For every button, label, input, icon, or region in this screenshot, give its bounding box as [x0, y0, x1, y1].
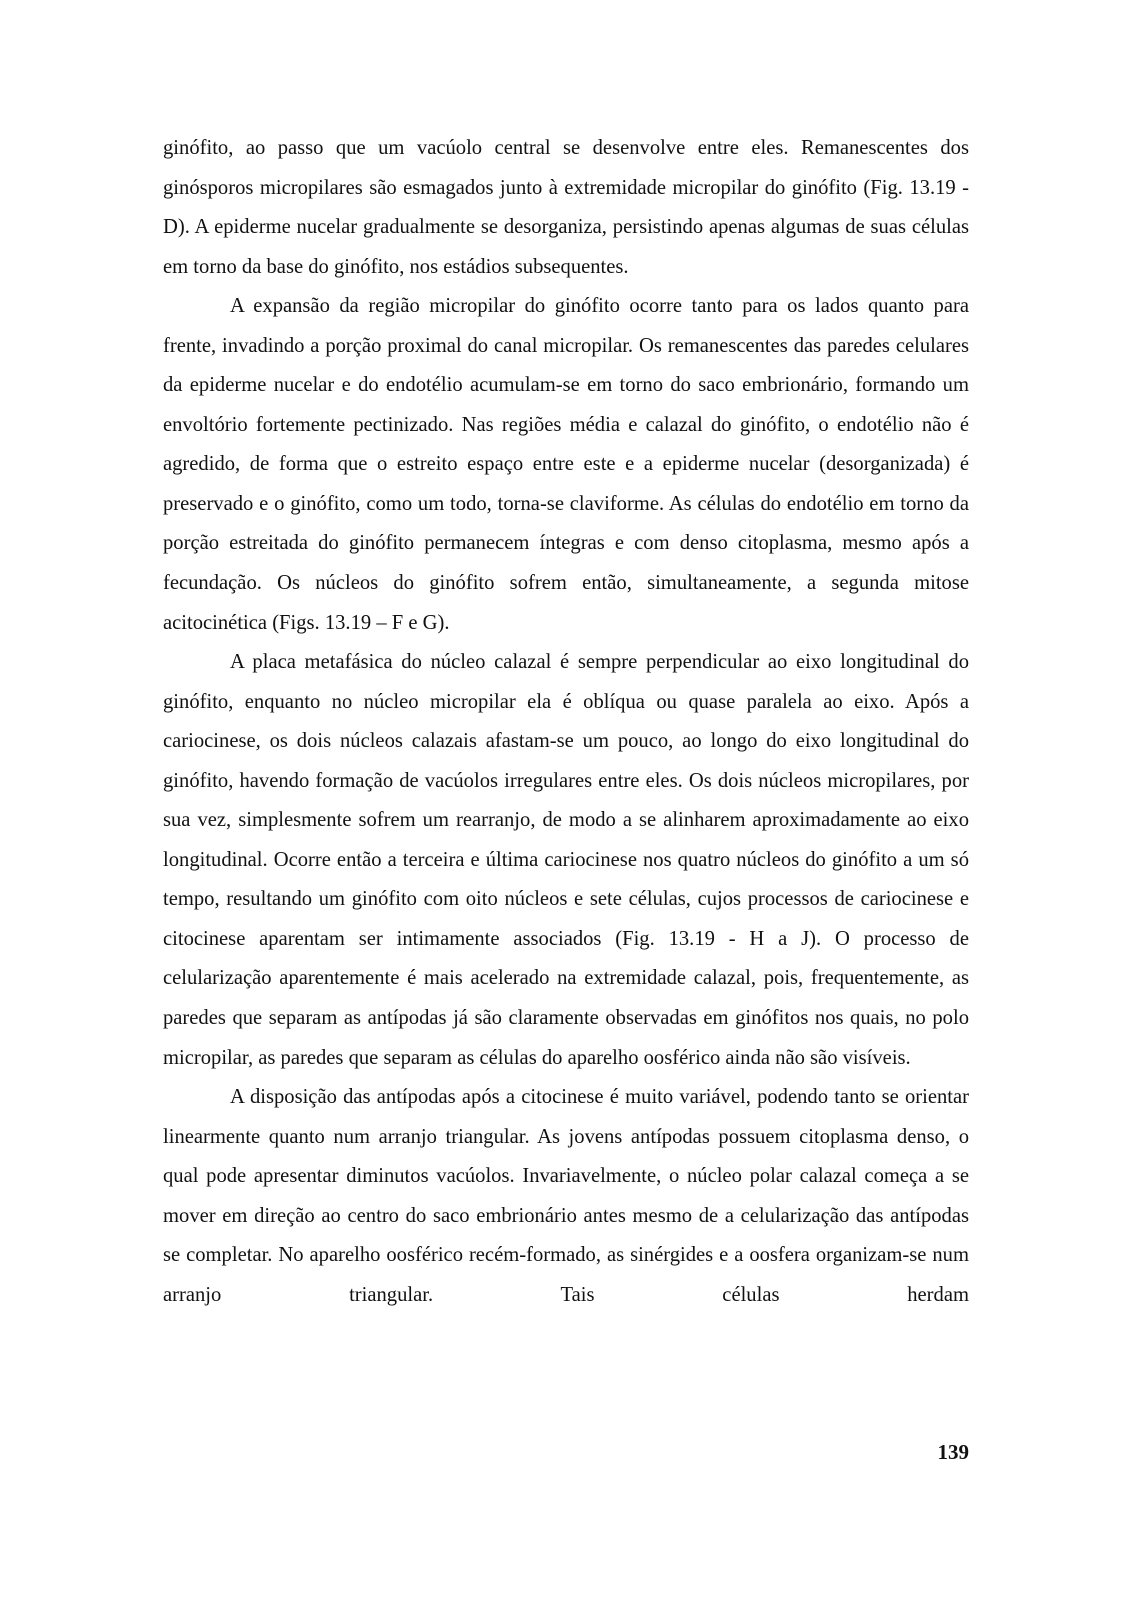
paragraph-2: A expansão da região micropilar do ginófito ocorre tanto para os lados quanto para frente, invadindo a porção proximal do canal micropilar. Os remanescentes das paredes celulares da epiderme nucelar e do endotélio acumulam-se em torno do saco embrionário, formando um envoltório fortemente pectinizado. Nas regiões média e calazal do ginófito, o endotélio não é agredido, de forma que o estreito espaço entre este e a epiderme nucelar (desorganizada) é preservado e o ginófito, como um todo, torna-se claviforme. As células do endotélio em torno da porção estreitada do ginófito permanecem íntegras e com denso citoplasma, mesmo após a fecundação. Os núcleos do ginófito sofrem então, simultaneamente, a segunda mitose acitocinética (Figs. 13.19 – F e G). [163, 295, 969, 634]
paragraph-1: ginófito, ao passo que um vacúolo central se desenvolve entre eles. Remanescentes dos ginósporos micropilares são esmagados junto à extremidade micropilar do ginófito (Fig. 13.19 - D). A epiderme nucelar gradualmente se desorganiza, persistindo apenas algumas de suas células em torno da base do ginófito, nos estádios subsequentes. [163, 137, 969, 278]
paragraph-4: A disposição das antípodas após a citocinese é muito variável, podendo tanto se orientar linearmente quanto num arranjo triangular. As jovens antípodas possuem citoplasma denso, o qual pode apresentar diminutos vacúolos. Invariavelmente, o núcleo polar calazal começa a se mover em direção ao centro do saco embrionário antes mesmo de a celularização das antípodas se completar. No aparelho oosférico recém-formado, as sinérgides e a oosfera organizam-se num arranjo triangular. Tais células herdam [163, 1086, 969, 1306]
page-number: 139 [937, 1440, 969, 1464]
body-text [163, 129, 969, 1315]
paragraph-3: A placa metafásica do núcleo calazal é sempre perpendicular ao eixo longitudinal do ginófito, enquanto no núcleo micropilar ela é oblíqua ou quase paralela ao eixo. Após a cariocinese, os dois núcleos calazais afastam-se um pouco, ao longo do eixo longitudinal do ginófito, havendo formação de vacúolos irregulares entre eles. Os dois núcleos micropilares, por sua vez, simplesmente sofrem um rearranjo, de modo a se alinharem aproximadamente ao eixo longitudinal. Ocorre então a terceira e última cariocinese nos quatro núcleos do ginófito a um só tempo, resultando um ginófito com oito núcleos e sete células, cujos processos de cariocinese e citocinese aparentam ser intimamente associados (Fig. 13.19 - H a J). O processo de celularização aparentemente é mais acelerado na extremidade calazal, pois, frequentemente, as paredes que separam as antípodas já são claramente observadas em ginófitos nos quais, no polo micropilar, as paredes que separam as células do aparelho oosférico ainda não são visíveis. [163, 651, 969, 1069]
